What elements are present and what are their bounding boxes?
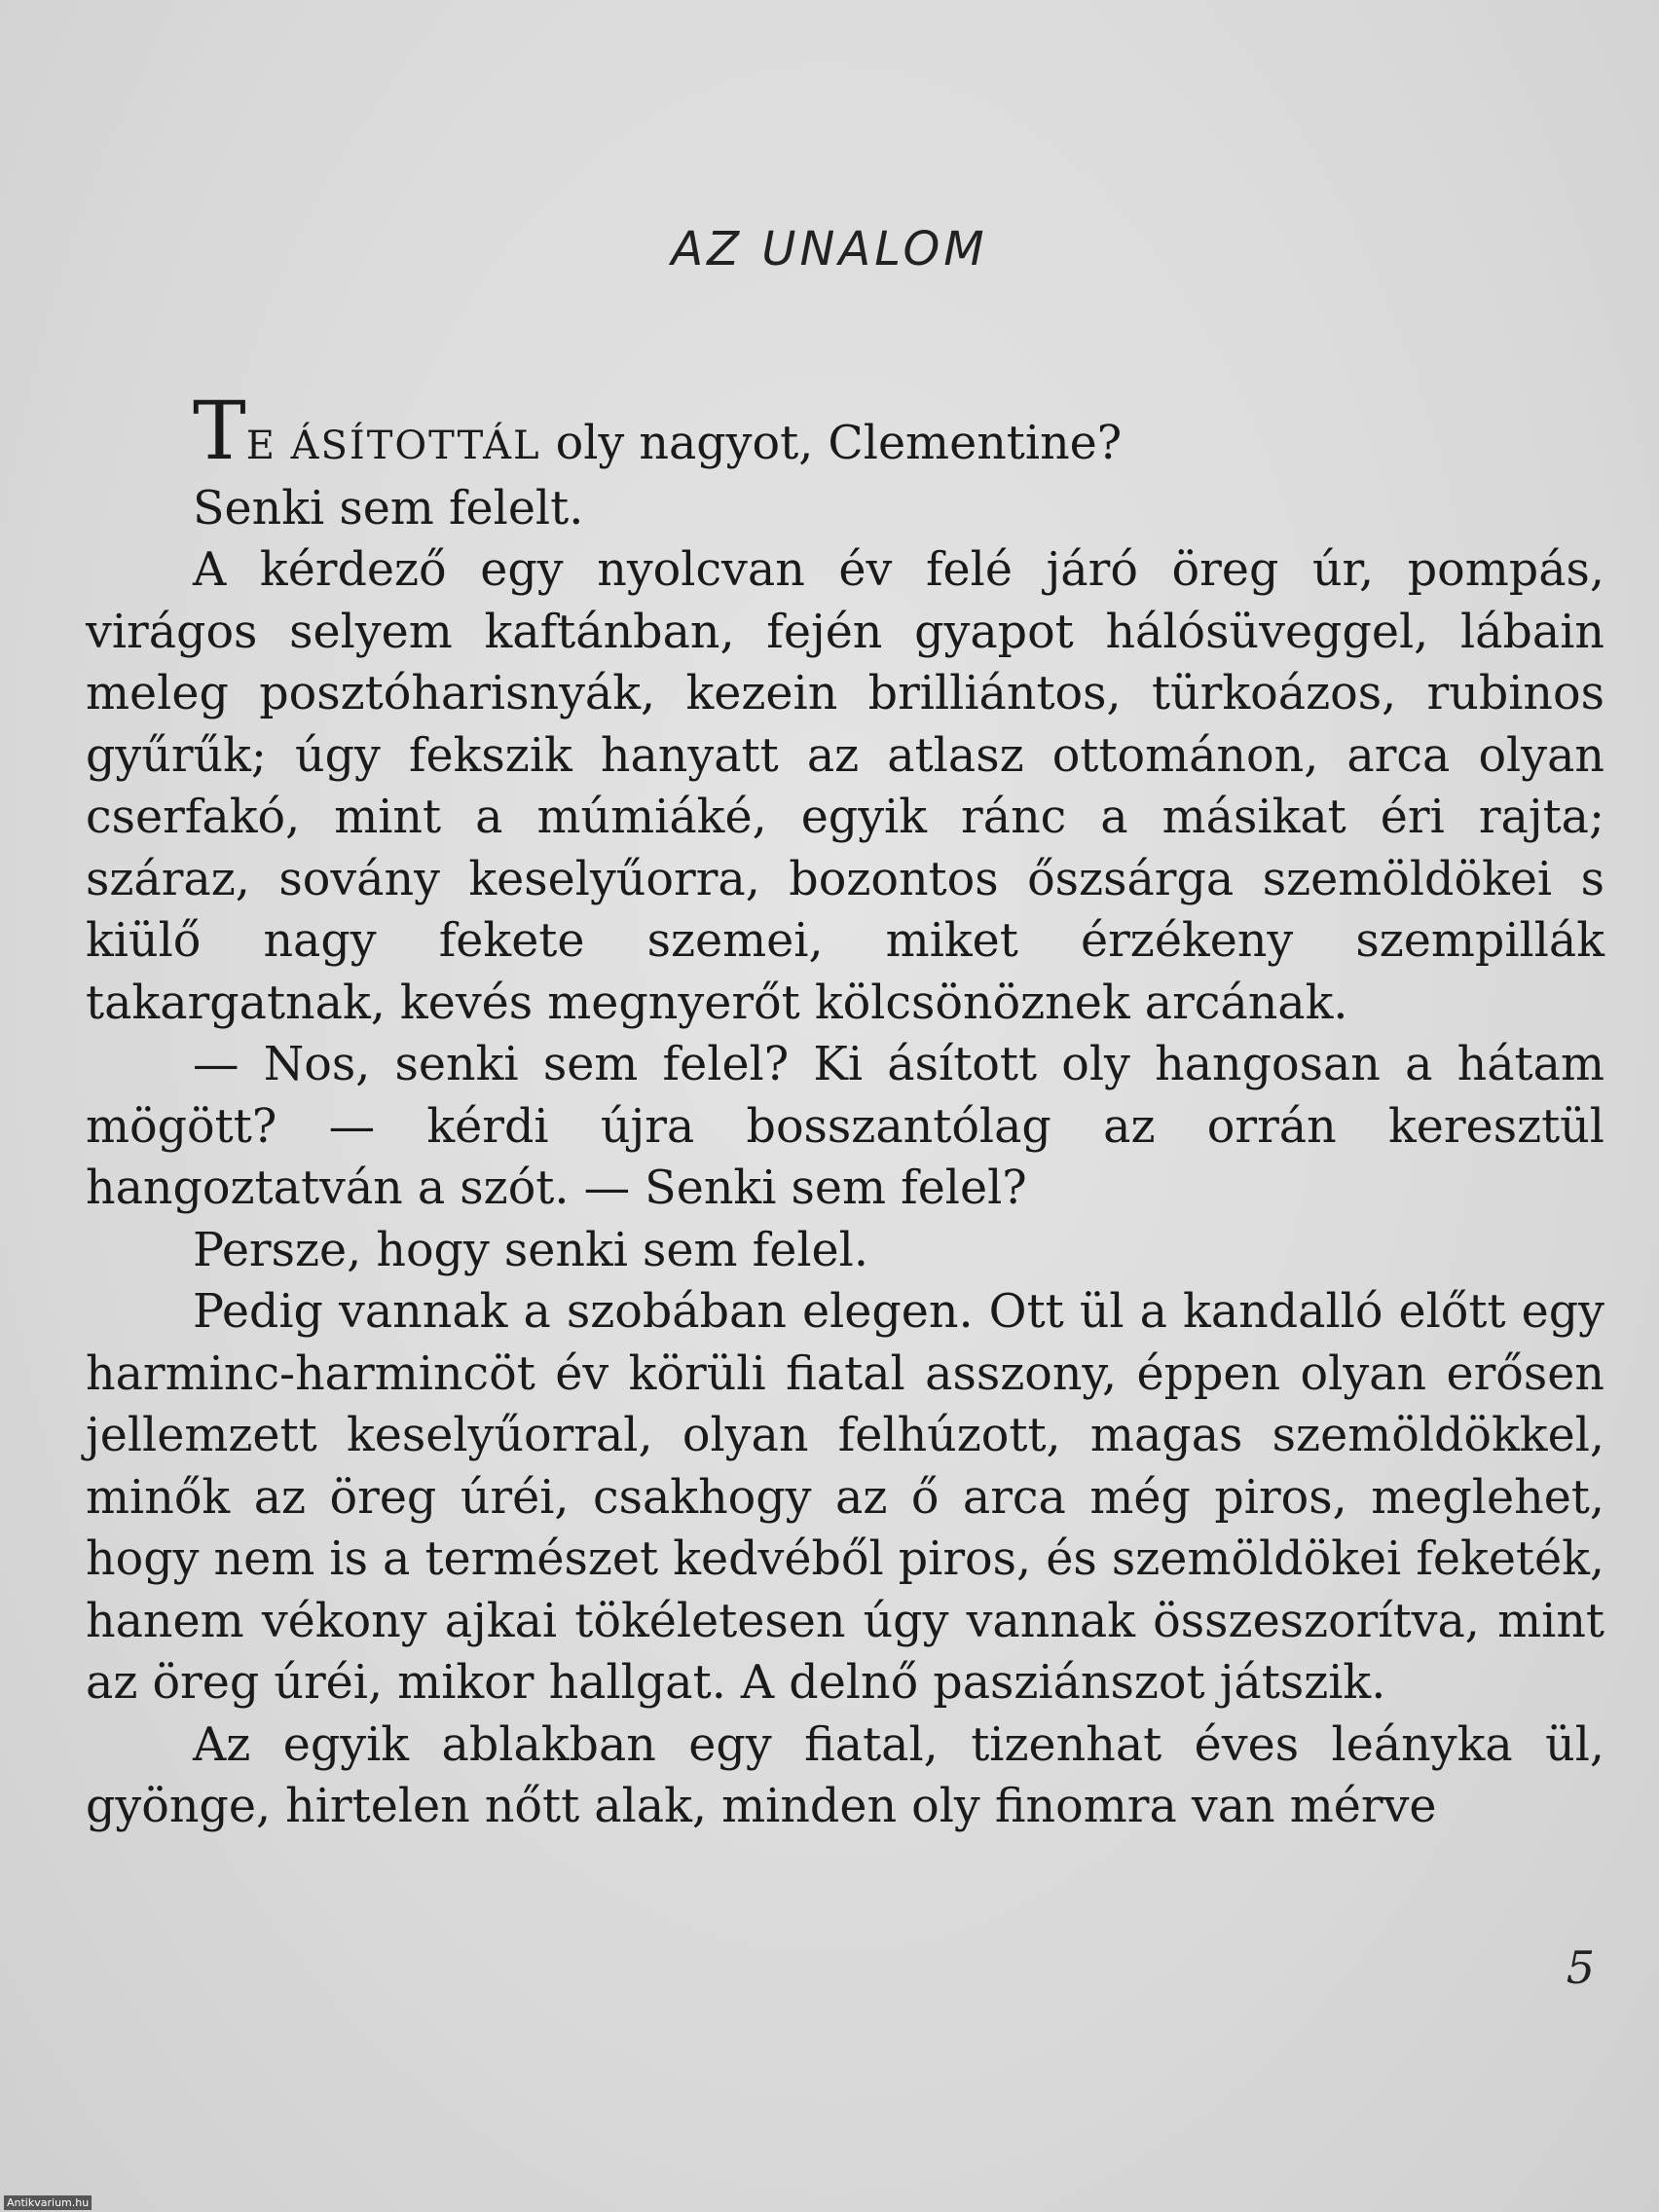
opening-paragraph <box>86 386 1604 478</box>
opening-rest: oly nagyot, Clementine? <box>540 417 1123 470</box>
page-number: 5 <box>1566 1941 1595 1994</box>
opening-smallcaps: E ÁSÍTOTTÁL <box>245 424 541 468</box>
paragraph: — Nos, senki sem felel? Ki ásított oly hangosan a hátam mögött? — kérdi újra bosszantólag az orrán keresztül hangoztatván a szót. — Senki sem felel? <box>86 1038 1604 1215</box>
paragraph: Pedig vannak a szobában elegen. Ott ül a kandalló előtt egy harminc-harmincöt év körüli fiatal asszony, éppen olyan erősen jellemzett keselyűorral, olyan felhúzott, magas szemöldökkel, minők az öreg úréi, csakhogy az ő arca még piros, meglehet, hogy nem is a természet kedvéből piros, és szemöldökei feketék, hanem vékony ajkai tökéletesen úgy vannak összeszorítva, mint az öreg úréi, mikor hallgat. A delnő pasziánszot játszik. <box>86 1285 1605 1710</box>
drop-cap: T <box>193 386 246 478</box>
paragraph: A kérdező egy nyolcvan év felé járó öreg úr, pompás, virágos selyem kaftánban, fején gyapot hálósüveggel, lábain meleg posztóharisnyák, kezein brilliántos, türkoázos, rubinos gyűrűk; úgy fekszik hanyatt az atlasz ottománon, arca olyan cserfakó, mint a múmiáké, egyik ránc a másikat éri rajta; száraz, sovány keselyűorra, bozontos őszsárga szemöldökei s kiülő nagy fekete szemei, miket érzékeny szempillák takargatnak, kevés megnyerőt kölcsönöznek arcának. <box>86 543 1604 1030</box>
chapter-title: AZ UNALOM <box>671 222 988 276</box>
watermark: Antikvarium.hu <box>4 2195 92 2210</box>
paragraph: Az egyik ablakban egy fiatal, tizenhat éves leányka ül, gyönge, hirtelen nőtt alak, minden oly finomra van mérve <box>86 1717 1604 1833</box>
paragraph: Persze, hogy senki sem felel. <box>193 1223 868 1277</box>
paragraph: Senki sem felelt. <box>193 481 584 535</box>
body-text <box>86 386 1605 1838</box>
